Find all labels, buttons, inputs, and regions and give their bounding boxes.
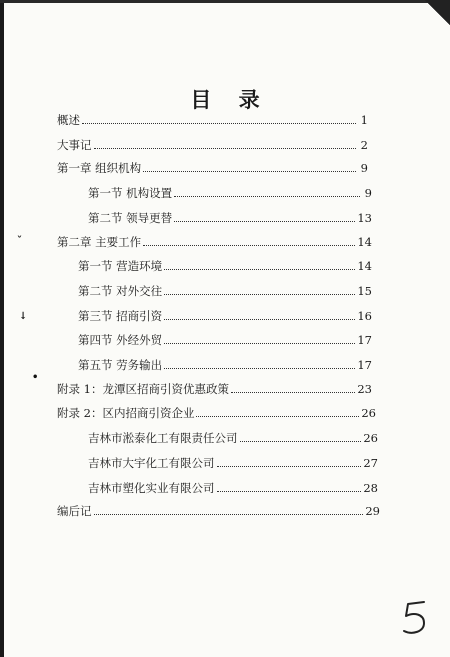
toc-entry <box>57 381 372 397</box>
toc-leader-dots <box>231 381 355 393</box>
toc-entry <box>57 160 368 176</box>
toc-entry-page: 2 <box>360 138 368 152</box>
toc-entry-label: 吉林市大宇化工有限公司 <box>88 456 215 470</box>
toc-entry-label: 大事记 <box>57 138 92 152</box>
toc-entry-page: 23 <box>357 382 372 396</box>
toc-entry <box>88 210 372 226</box>
page-title: 目 录 <box>190 87 270 112</box>
toc-entry <box>88 430 378 446</box>
toc-leader-dots <box>164 258 355 270</box>
toc-entry <box>57 503 380 519</box>
toc-entry <box>78 357 372 373</box>
toc-entry <box>78 332 372 348</box>
toc-leader-dots <box>94 503 364 515</box>
toc-entry <box>78 283 372 299</box>
toc-entry-page: 17 <box>357 333 372 347</box>
toc-entry-page: 17 <box>357 358 372 372</box>
toc-leader-dots <box>240 430 362 442</box>
toc-entry-page: 26 <box>363 431 378 445</box>
toc-entry <box>88 185 372 201</box>
toc-leader-dots <box>164 308 355 320</box>
toc-entry-page: 29 <box>365 504 380 518</box>
toc-entry-label: 第一节 机构设置 <box>88 186 173 200</box>
toc-leader-dots <box>82 112 356 124</box>
toc-leader-dots <box>143 160 356 172</box>
toc-leader-dots <box>217 455 362 467</box>
toc-leader-dots <box>164 357 355 369</box>
toc-entry-label: 吉林市淞泰化工有限责任公司 <box>88 431 238 445</box>
toc-entry <box>57 112 368 128</box>
toc-entry-page: 27 <box>363 456 378 470</box>
toc-entry-label: 第五节 劳务输出 <box>78 358 163 372</box>
toc-entry-label: 附录 1：龙潭区招商引资优惠政策 <box>57 382 229 396</box>
toc-entry-page: 13 <box>357 211 372 225</box>
toc-entry-label: 第三节 招商引资 <box>78 309 163 323</box>
toc-entry-page: 14 <box>357 235 372 249</box>
toc-entry-page: 16 <box>357 309 372 323</box>
toc-leader-dots <box>143 234 355 246</box>
scan-speck: • <box>32 372 39 383</box>
handwritten-page-number <box>398 598 432 638</box>
toc-entry <box>57 137 368 153</box>
toc-entry <box>57 405 376 421</box>
toc-leader-dots <box>174 185 360 197</box>
scan-speck: ˇ <box>17 236 22 247</box>
toc-entry-page: 14 <box>357 259 372 273</box>
toc-entry-page: 15 <box>357 284 372 298</box>
toc-entry-page: 9 <box>360 161 368 175</box>
toc-leader-dots <box>217 480 362 492</box>
toc-leader-dots <box>174 210 355 222</box>
toc-entry-page: 26 <box>361 406 376 420</box>
toc-entry <box>88 455 378 471</box>
toc-entry-label: 第一章 组织机构 <box>57 161 142 175</box>
toc-leader-dots <box>164 332 355 344</box>
toc-entry <box>78 258 372 274</box>
toc-entry-label: 概述 <box>57 113 80 127</box>
scan-corner <box>410 0 450 40</box>
toc-entry-label: 第二章 主要工作 <box>57 235 142 249</box>
toc-entry-page: 1 <box>360 113 368 127</box>
toc-entry-label: 第一节 营造环境 <box>78 259 163 273</box>
toc-leader-dots <box>94 137 357 149</box>
scan-speck: ↓ <box>19 311 28 322</box>
toc-entry-page: 28 <box>363 481 378 495</box>
toc-entry-label: 吉林市塑化实业有限公司 <box>88 481 215 495</box>
toc-leader-dots <box>164 283 355 295</box>
toc-leader-dots <box>196 405 359 417</box>
toc-entry <box>78 308 372 324</box>
toc-entry-label: 第四节 外经外贸 <box>78 333 163 347</box>
toc-entry-label: 附录 2：区内招商引资企业 <box>57 406 195 420</box>
toc-entry-label: 第二节 对外交往 <box>78 284 163 298</box>
toc-entry-label: 第二节 领导更替 <box>88 211 173 225</box>
toc-entry-page: 9 <box>364 186 372 200</box>
toc-entry <box>57 234 372 250</box>
toc-entry-label: 编后记 <box>57 504 92 518</box>
toc-entry <box>88 480 378 496</box>
scan-edge-top <box>0 0 450 3</box>
